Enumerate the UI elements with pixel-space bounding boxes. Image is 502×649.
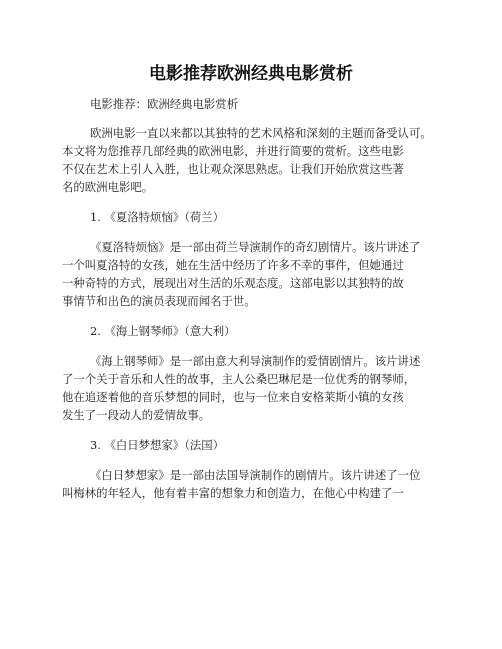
film-paragraph-line: 发生了一段动人的爱情故事。	[62, 408, 211, 422]
intro-line: 名的欧洲电影吧。	[62, 180, 154, 194]
intro-line: 不仅在艺术上引人入胜，也让观众深思熟虑。让我们开始欣赏这些著	[62, 162, 404, 176]
intro-line: 欧洲电影一直以来都以其独特的艺术风格和深刻的主题而备受认可。	[90, 126, 432, 140]
film-paragraph-line: 一种奇特的方式，展现出对生活的乐观态度。这部电影以其独特的故	[62, 276, 404, 290]
subtitle: 电影推荐：欧洲经典电影赏析	[90, 97, 239, 111]
film-paragraph-line: 《夏洛特烦恼》是一部由荷兰导演制作的奇幻剧情片。该片讲述了	[90, 240, 421, 254]
film-paragraph-line: 《海上钢琴师》是一部由意大利导演制作的爱情剧情片。该片讲述	[90, 354, 421, 368]
film-paragraph-line: 他在追逐着他的音乐梦想的同时，也与一位来自安格莱斯小镇的女孩	[62, 390, 404, 404]
film-heading: 1. 《夏洛特烦恼》（荷兰）	[90, 210, 225, 224]
document-title: 电影推荐欧洲经典电影赏析	[149, 64, 353, 84]
film-heading: 3. 《白日梦想家》（法国）	[90, 438, 225, 452]
film-paragraph-line: 事情节和出色的演员表现而闻名于世。	[62, 294, 256, 308]
intro-line: 本文将为您推荐几部经典的欧洲电影，并进行简要的赏析。这些电影	[62, 144, 404, 158]
film-paragraph-line: 了一个关于音乐和人性的故事，主人公桑巴琳尼是一位优秀的钢琴师，	[62, 372, 416, 386]
film-paragraph-line: 《白日梦想家》是一部由法国导演制作的剧情片。该片讲述了一位	[90, 468, 421, 482]
film-paragraph-line: 叫梅林的年轻人，他有着丰富的想象力和创造力，在他心中构建了一	[62, 486, 404, 500]
film-heading: 2. 《海上钢琴师》（意大利）	[90, 324, 236, 338]
film-paragraph-line: 一个叫夏洛特的女孩，她在生活中经历了许多不幸的事件，但她通过	[62, 258, 404, 272]
